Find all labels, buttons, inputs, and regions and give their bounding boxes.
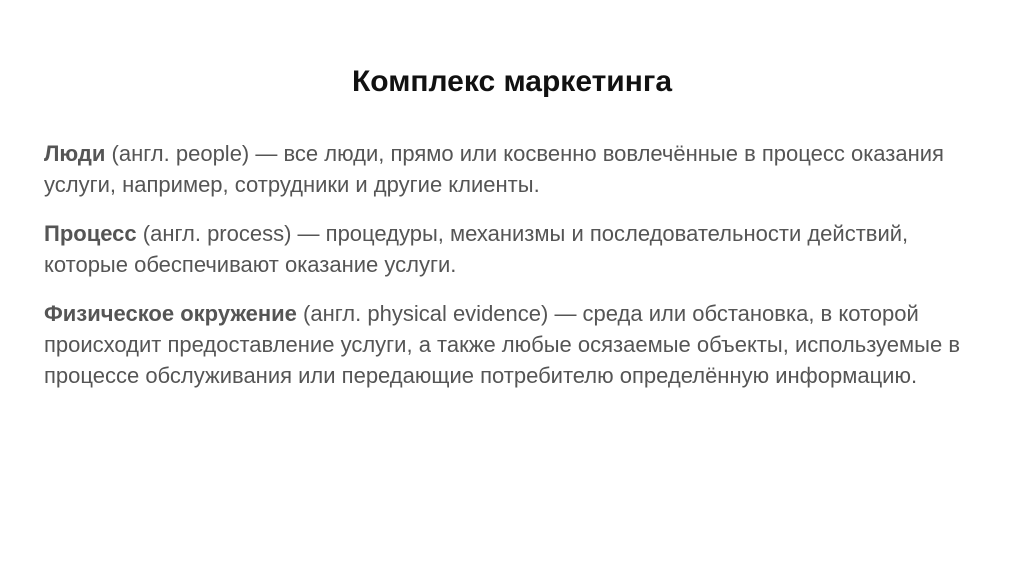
term-physical-evidence: Физическое окружение (44, 301, 297, 326)
term-process: Процесс (44, 221, 137, 246)
term-people: Люди (44, 141, 106, 166)
paragraph-physical-evidence (44, 298, 994, 391)
slide-title: Комплекс маркетинга (351, 65, 673, 98)
definition-people: (англ. people) — все люди, прямо или косвенно вовлечённые в процесс оказания услуги, например, сотрудники и другие клиенты. (44, 141, 944, 197)
definition-process: (англ. process) — процедуры, механизмы и последовательности действий, которые обеспечивают оказание услуги. (44, 221, 909, 277)
definition-physical-evidence: (англ. physical evidence) — среда или обстановка, в которой происходит предоставление услуги, а также любые осязаемые объекты, используемые в процессе обслуживания или передающие потребителю определённую информацию. (44, 301, 961, 388)
paragraph-process (44, 218, 994, 280)
paragraph-people (44, 138, 994, 200)
slide-content (44, 138, 994, 409)
